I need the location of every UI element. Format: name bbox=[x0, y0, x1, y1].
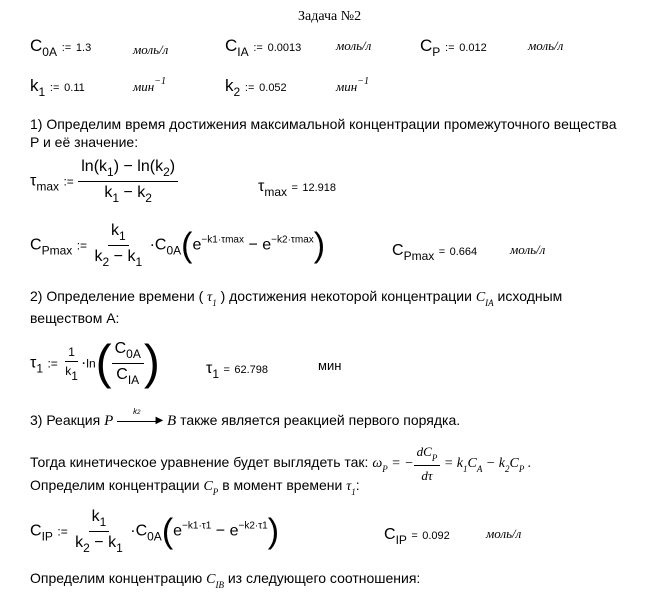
sec1-subheading: P и её значение: bbox=[30, 134, 139, 150]
param-cia: $C_{IA}$ := 0.0013 bbox=[225, 36, 302, 59]
reaction-arrow: ▶ k2 bbox=[117, 416, 163, 426]
sec3-conc-line: Определим концентрации $C_P$ в момент времени $\tau_1$: bbox=[30, 477, 360, 497]
tau1-formula: $\tau_1$ := $\frac{1}{k1}$ ·ln( $\frac{C_{0A}}{C_{IA}}$ ) bbox=[30, 336, 160, 390]
page-title: Задача №2 bbox=[298, 9, 362, 24]
param-cp-unit: моль/л bbox=[528, 38, 564, 53]
cpmax-result: $C_{Pmax} = 0.664$ bbox=[392, 242, 478, 263]
tau1-result: $\tau_1 = 62.798$ bbox=[206, 360, 269, 381]
param-k2: $k_2$ := 0.052 bbox=[225, 76, 287, 99]
param-k2-unit: мин$^{-1}$ bbox=[336, 76, 369, 94]
sec2-heading: 2) Определение времени ( $\tau_1$ ) достижения некоторой концентрации $C_{IA}$ исходным bbox=[30, 288, 563, 308]
sec3-cib-line: Определим концентрацию $C_{IB}$ из следующего соотношения: bbox=[30, 570, 421, 590]
kinetic-equation-line: Тогда кинетическое уравнение будет выглядеть так: $\omega_P$ = − $\frac{dC_P}{d\tau}$ = $k_1C_A - k_2C_P$ . bbox=[30, 444, 532, 483]
param-k1-unit: мин$^{-1}$ bbox=[133, 76, 166, 94]
param-c0a-unit: моль/л bbox=[133, 42, 169, 57]
param-c0a: $C_{0A}$ := 1.3 bbox=[30, 36, 92, 59]
sec1-heading: 1) Определим время достижения максимальной концентрации промежуточного вещества bbox=[30, 116, 617, 132]
param-k1: $k_1$ := 0.11 bbox=[30, 76, 85, 99]
cip-unit: моль/л bbox=[486, 526, 522, 541]
cip-result: $C_{IP} = 0.092$ bbox=[384, 526, 450, 547]
cip-formula: $C_{IP}$ := $\frac{k_1}{k_2 - k_1}$ $\cdot C_{0A}(e^{-k1\cdot\tau 1} - e^{-k2\cdot\tau 1})$ bbox=[30, 508, 280, 555]
cpmax-unit: моль/л bbox=[510, 242, 546, 257]
tau-max-formula: $\tau_{max}$ := $\frac{\ln(k_1) - \ln(k_2)}{k_1 - k_2}$ bbox=[30, 158, 178, 205]
param-cp: $C_P$ := 0.012 bbox=[420, 36, 487, 59]
sec2-subheading: веществом А: bbox=[30, 310, 120, 326]
sec3-heading: 3) Реакция P ▶ k2 B также является реакцией первого порядка. bbox=[30, 407, 461, 429]
tau1-unit: мин bbox=[318, 358, 342, 373]
cpmax-formula: $C_{Pmax}$ := $\frac{k_1}{k_2 - k_1}$ $\cdot C_{0A}(e^{-k1\cdot\tau max} - e^{-k2\cdot\tau max})$ bbox=[30, 222, 326, 269]
param-cia-unit: моль/л bbox=[336, 38, 372, 53]
tau-max-result: $\tau_{max} = 12.918$ bbox=[258, 178, 336, 199]
